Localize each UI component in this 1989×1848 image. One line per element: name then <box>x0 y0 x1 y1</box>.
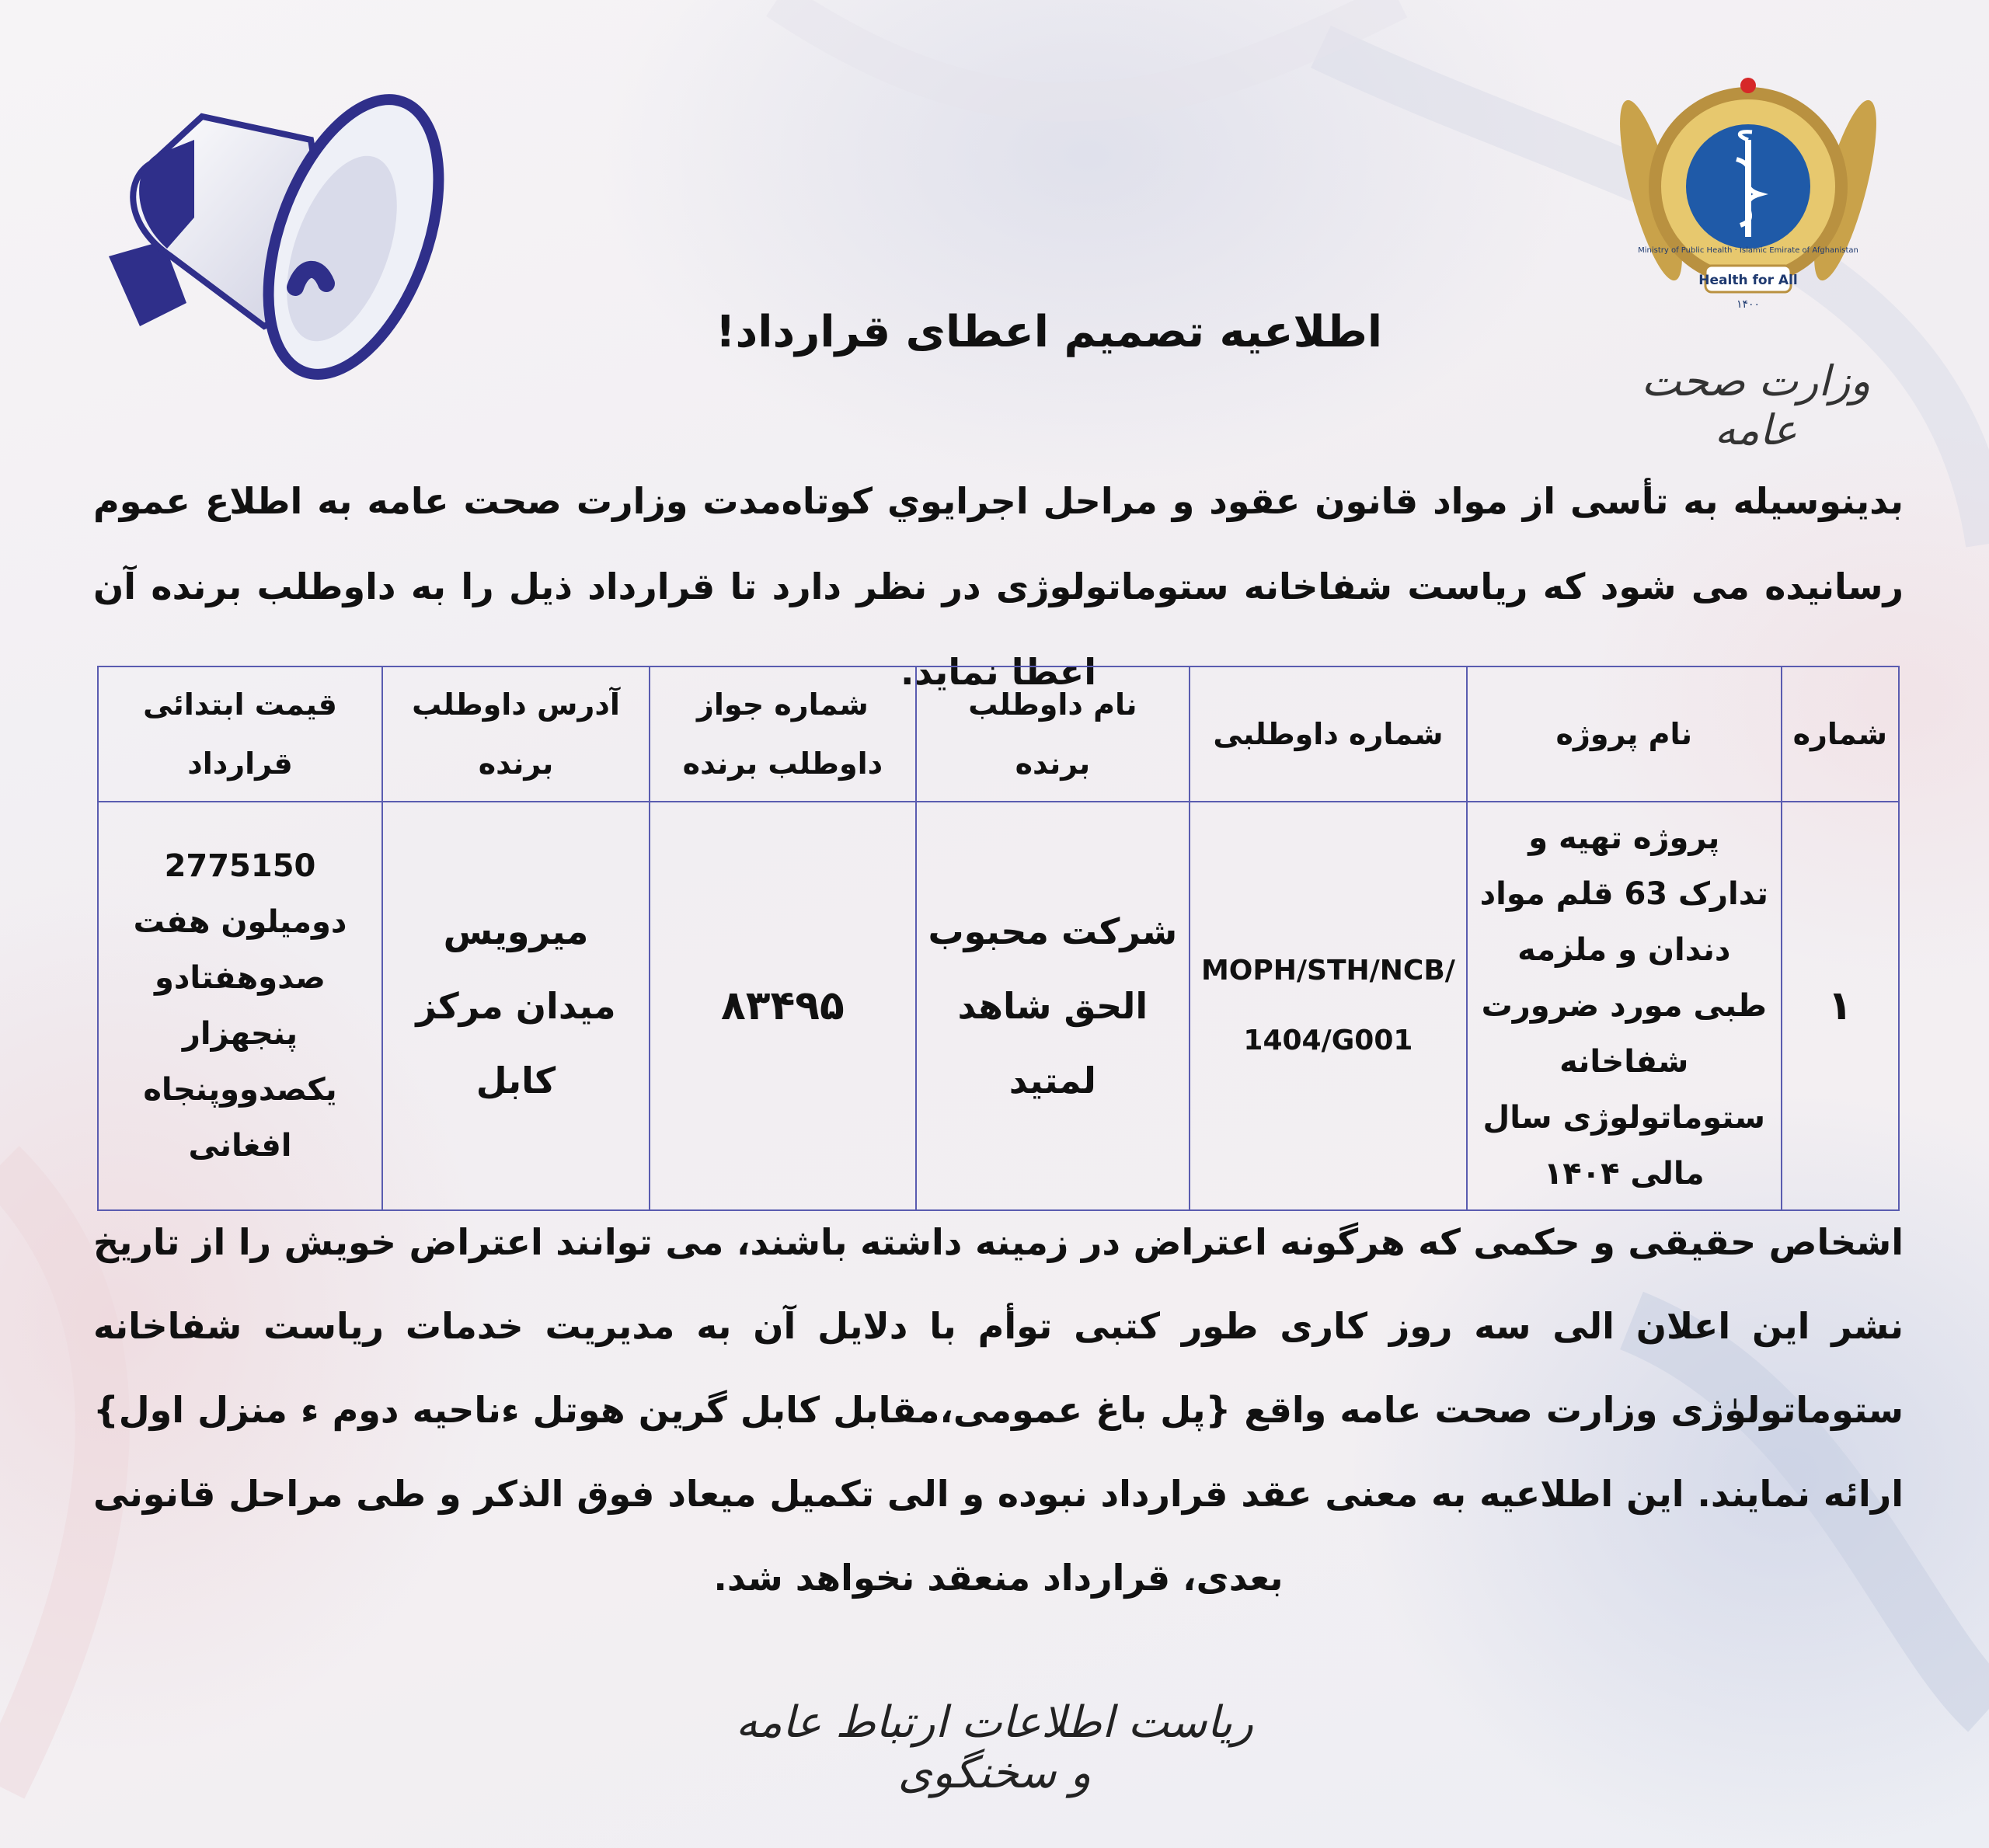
header-license: شماره جواز داوطلب برنده <box>650 666 916 802</box>
logo-caption: وزارت صحت عامه <box>1641 357 1871 454</box>
header-number: شماره <box>1782 666 1899 802</box>
ministry-logo <box>1620 62 1876 318</box>
header-project: نام پروژه <box>1467 666 1782 802</box>
footer-signature: ریاست اطلاعات ارتباط عامه و سخنگوی <box>735 1697 1254 1798</box>
megaphone-icon <box>78 70 458 404</box>
outro-paragraph: اشخاص حقیقی و حکمی که هرگونه اعتراض در زمینه داشته باشند، می توانند اعتراض خویش را از تاریخ نشر این اعلان الی سه روز کاری طور کتبی توأم با دلایل آن به مدیریت خدمات ریاست شفاخانه ستوماتولوٰژی وزارت صحت عامه واقع {پل باغ عمومی،مقابل کابل گرین هوتل ءناحیه دوم ء منزل اول} ارائه نمایند. این اطلاعیه به معنی عقد قرارداد نبوده و الی تکمیل میعاد فوق الذکر و طی مراحل قانونی بعدی، قرارداد منعقد نخواهد شد. <box>93 1221 1904 1599</box>
logo-english-text: Ministry of Public Health · Islamic Emirate of Afghanistan <box>1638 246 1858 255</box>
cell-bid-number: MOPH/STH/NCB/ 1404/G001 <box>1190 802 1467 1210</box>
cell-winner: شرکت محبوب الحق شاهد لمتید <box>916 802 1190 1210</box>
table-header-row <box>98 666 1899 802</box>
cell-license: ۸۳۴۹۵ <box>650 802 916 1210</box>
logo-year: ۱۴۰۰ <box>1736 298 1761 311</box>
cell-number: ۱ <box>1782 802 1899 1210</box>
page-title: اطلاعیه تصمیم اعطای قرارداد! <box>715 307 1383 357</box>
logo-slogan: Health for All <box>1698 273 1798 288</box>
header-price: قیمت ابتدائی قرارداد <box>98 666 382 802</box>
cell-project: پروژه تهیه و تدارک 63 قلم مواد دندان و ملزمه طبی مورد ضرورت شفاخانه ستوماتولوژی سال مالی ۱۴۰۴ <box>1467 802 1782 1210</box>
intro-paragraph: بدینوسیله به تأسی از مواد قانون عقود و مراحل اجرایوي کوتاه‌مدت وزارت صحت عامه به اطلاع عموم رسانیده می شود که ریاست شفاخانه ستوماتولوژی در نظر دارد تا قرارداد ذیل را به داوطلب برنده آن اعطا نماید. <box>93 480 1904 693</box>
header-address: آدرس داوطلب برنده <box>382 666 650 802</box>
table-row <box>98 802 1899 1210</box>
header-bid-number: شماره داوطلبی <box>1190 666 1467 802</box>
cell-price: 2775150 دومیلون هفت صدوهفتادو پنجهزار یکصدووپنجاه افغانی <box>98 802 382 1210</box>
header-winner: نام داوطلب برنده <box>916 666 1190 802</box>
cell-address: میرویس میدان مرکز کابل <box>382 802 650 1210</box>
contract-table <box>97 666 1900 1211</box>
